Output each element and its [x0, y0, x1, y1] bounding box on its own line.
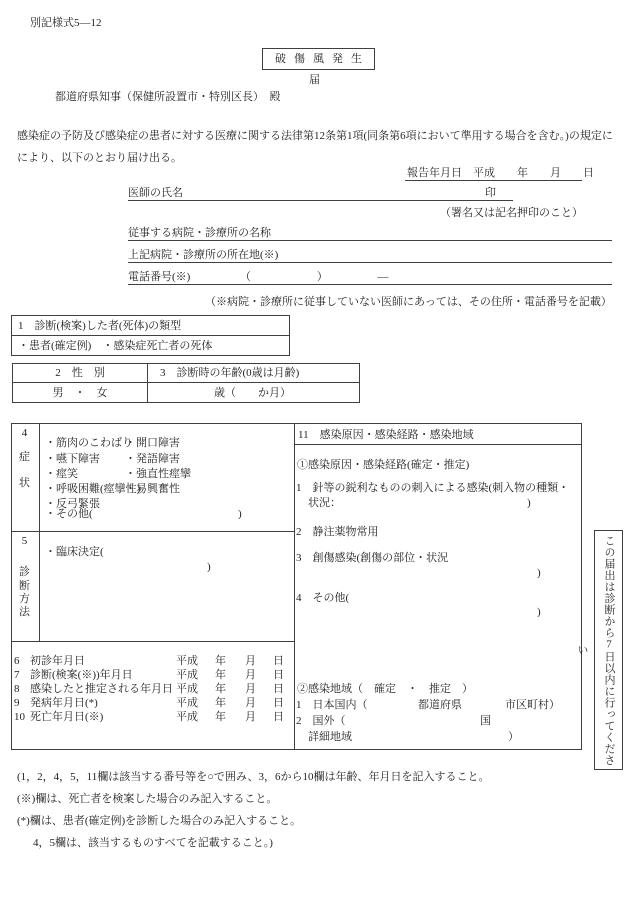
hospital-name-field[interactable] [128, 240, 612, 241]
section5-number: 5 [21, 535, 28, 547]
date-row-label: 発病年月日(*) [30, 697, 98, 709]
form-title-box [262, 48, 375, 86]
era-label[interactable]: 平成 [176, 697, 198, 709]
section11-route-title[interactable]: ①感染原因・感染経路(確定・推定) [297, 459, 470, 471]
date-row-number: 9 [14, 697, 20, 709]
addressee: 都道府県知事（保健所設置市・特別区長） 殿 [55, 91, 281, 103]
area-option-abroad[interactable]: 2 国外（ [296, 715, 346, 727]
section5-label-char-3: 方 [19, 593, 30, 605]
section11-header-divider [294, 444, 581, 445]
route-option-3[interactable]: 3 創傷感染(創傷の部位・状況 [296, 552, 449, 564]
section11-title: 11 感染原因・感染経路・感染地域 [298, 429, 474, 441]
area-title[interactable]: ②感染地域（ 確定 ・ 推定 ） [297, 683, 473, 695]
day-label[interactable]: 日 [273, 683, 284, 695]
footnote-1: (1，2，4，5，11欄は該当する番号等を○で囲み、3，6から10欄は年齢、年月日を記入すること。 [17, 771, 490, 783]
section1-options[interactable]: ・患者(確定例) ・感染症死亡者の死体 [18, 340, 213, 352]
deadline-note: この届出は診断から7日以内に行ってください [576, 534, 615, 766]
area-option-domestic[interactable]: 1 日本国内（ [296, 699, 368, 711]
section4-number: 4 [21, 427, 28, 439]
hospital-address-field[interactable] [128, 262, 612, 263]
intro-line1: 感染症の予防及び感染症の患者に対する医療に関する法律第12条第1項(同条第6項において準用する場合を含む。)の規定に [17, 130, 613, 142]
symptom-option[interactable]: ・易興奮性 [125, 483, 180, 495]
date-row-label: 初診年月日 [30, 655, 85, 667]
seal-mark: 印 [485, 187, 496, 199]
symptom-option[interactable]: ・嚥下障害 [45, 453, 100, 465]
section2-title: 2 性 別 [13, 364, 148, 383]
year-label[interactable]: 年 [215, 697, 226, 709]
date-row-label: 診断(検案(※))年月日 [30, 669, 133, 681]
date-row-number: 8 [14, 683, 20, 695]
section1-title: 1 診断(検案)した者(死体)の類型 [12, 316, 289, 336]
footnote-2: (※)欄は、死亡者を検案した場合のみ記入すること。 [17, 793, 278, 805]
symptom-option[interactable]: ・筋肉のこわばり [45, 437, 133, 449]
phone-field[interactable] [128, 284, 612, 285]
era-label[interactable]: 平成 [176, 669, 198, 681]
month-label[interactable]: 月 [245, 655, 256, 667]
report-date-labels: 報告年月日 平成 年 月 日 [407, 167, 594, 179]
year-label[interactable]: 年 [215, 669, 226, 681]
route-option-3-close-paren: ) [537, 567, 541, 579]
year-label[interactable]: 年 [215, 711, 226, 723]
month-label[interactable]: 月 [245, 697, 256, 709]
report-date-field[interactable] [405, 180, 582, 181]
day-label[interactable]: 日 [273, 669, 284, 681]
symptom-option[interactable]: ・開口障害 [125, 437, 180, 449]
era-label[interactable]: 平成 [176, 711, 198, 723]
row-divider-5-6 [12, 641, 294, 642]
era-label[interactable]: 平成 [176, 655, 198, 667]
section5-label-char-2: 断 [19, 580, 30, 592]
clinical-decision-close-paren: ) [207, 561, 211, 573]
section2-3-table [12, 363, 360, 403]
month-label[interactable]: 月 [245, 711, 256, 723]
footnote-4: 4，5欄は、該当するものすべてを記載すること。) [33, 837, 273, 849]
route-option-1[interactable]: 1 針等の鋭利なものの刺入による感染(刺入物の種類・ [296, 482, 570, 494]
symptom-option[interactable]: ・反弓緊張 [45, 498, 100, 510]
day-label[interactable]: 日 [273, 711, 284, 723]
symptom-option[interactable]: ・発語障害 [125, 453, 180, 465]
area-city-label: 市区町村） [505, 699, 560, 711]
form-title: 破傷風発生届 [275, 53, 370, 86]
area-prefecture-label: 都道府県 [418, 699, 462, 711]
footnote-3: (*)欄は、患者(確定例)を診断した場合のみ記入すること。 [17, 815, 302, 827]
route-option-2[interactable]: 2 静注薬物常用 [296, 526, 379, 538]
section2-options[interactable]: 男 ・ 女 [13, 383, 148, 403]
deadline-note-box [576, 530, 623, 770]
route-option-1-status[interactable]: 状況： [308, 497, 341, 509]
area-country-label: 国 [480, 715, 491, 727]
day-label[interactable]: 日 [273, 655, 284, 667]
section3-age-field[interactable]: 歳（ か月） [214, 387, 291, 399]
year-label[interactable]: 年 [215, 683, 226, 695]
month-label[interactable]: 月 [245, 669, 256, 681]
intro-line2: により、以下のとおり届け出る。 [17, 152, 182, 164]
section3-title: 3 診断時の年齢(0歳は月齢) [148, 364, 359, 383]
date-row-label: 感染したと推定される年月日 [30, 683, 173, 695]
area-detail-label: 詳細地域 [308, 731, 352, 743]
table-label-divider [39, 424, 40, 641]
symptom-option[interactable]: ・呼吸困難(痙攣性) [45, 483, 141, 495]
year-label[interactable]: 年 [215, 655, 226, 667]
date-row-label: 死亡年月日(※) [30, 711, 104, 723]
row-divider-4-5 [12, 531, 294, 532]
section4-label-char-1: 症 [19, 451, 30, 463]
form-code: 別記様式5―12 [30, 17, 102, 29]
doctor-name-label: 医師の氏名 [128, 187, 183, 199]
section5-label-char-1: 診 [19, 566, 30, 578]
route-option-4[interactable]: 4 その他( [296, 592, 350, 604]
symptom-option[interactable]: ・強直性痙攣 [125, 468, 191, 480]
reporter-note: （※病院・診療所に従事していない医師にあっては、その住所・電話番号を記載） [205, 296, 612, 308]
date-row-number: 6 [14, 655, 20, 667]
route-option-1-close-paren: ) [527, 497, 531, 509]
doctor-name-field[interactable] [128, 200, 513, 201]
seal-note: （署名又は記名押印のこと） [440, 207, 583, 219]
section4-label-char-2: 状 [19, 477, 30, 489]
hospital-address-label: 上記病院・診療所の所在地(※) [128, 249, 279, 261]
clinical-decision-option[interactable]: ・臨床決定( [45, 546, 104, 558]
symptom-other-close-paren: ) [238, 508, 242, 520]
route-option-4-close-paren: ) [537, 606, 541, 618]
phone-label: 電話番号(※) （ ） ― [128, 271, 389, 283]
symptom-option[interactable]: ・痙笑 [45, 468, 78, 480]
hospital-name-label: 従事する病院・診療所の名称 [128, 227, 271, 239]
symptom-other-field[interactable]: ・その他( [45, 508, 93, 520]
era-label[interactable]: 平成 [176, 683, 198, 695]
section5-label-char-4: 法 [19, 606, 30, 618]
date-row-number: 7 [14, 669, 20, 681]
section1-box [11, 315, 290, 356]
date-row-number: 10 [14, 711, 25, 723]
area-detail-close-paren: ） [508, 731, 519, 743]
table-center-divider [294, 424, 295, 749]
day-label[interactable]: 日 [273, 697, 284, 709]
month-label[interactable]: 月 [245, 683, 256, 695]
